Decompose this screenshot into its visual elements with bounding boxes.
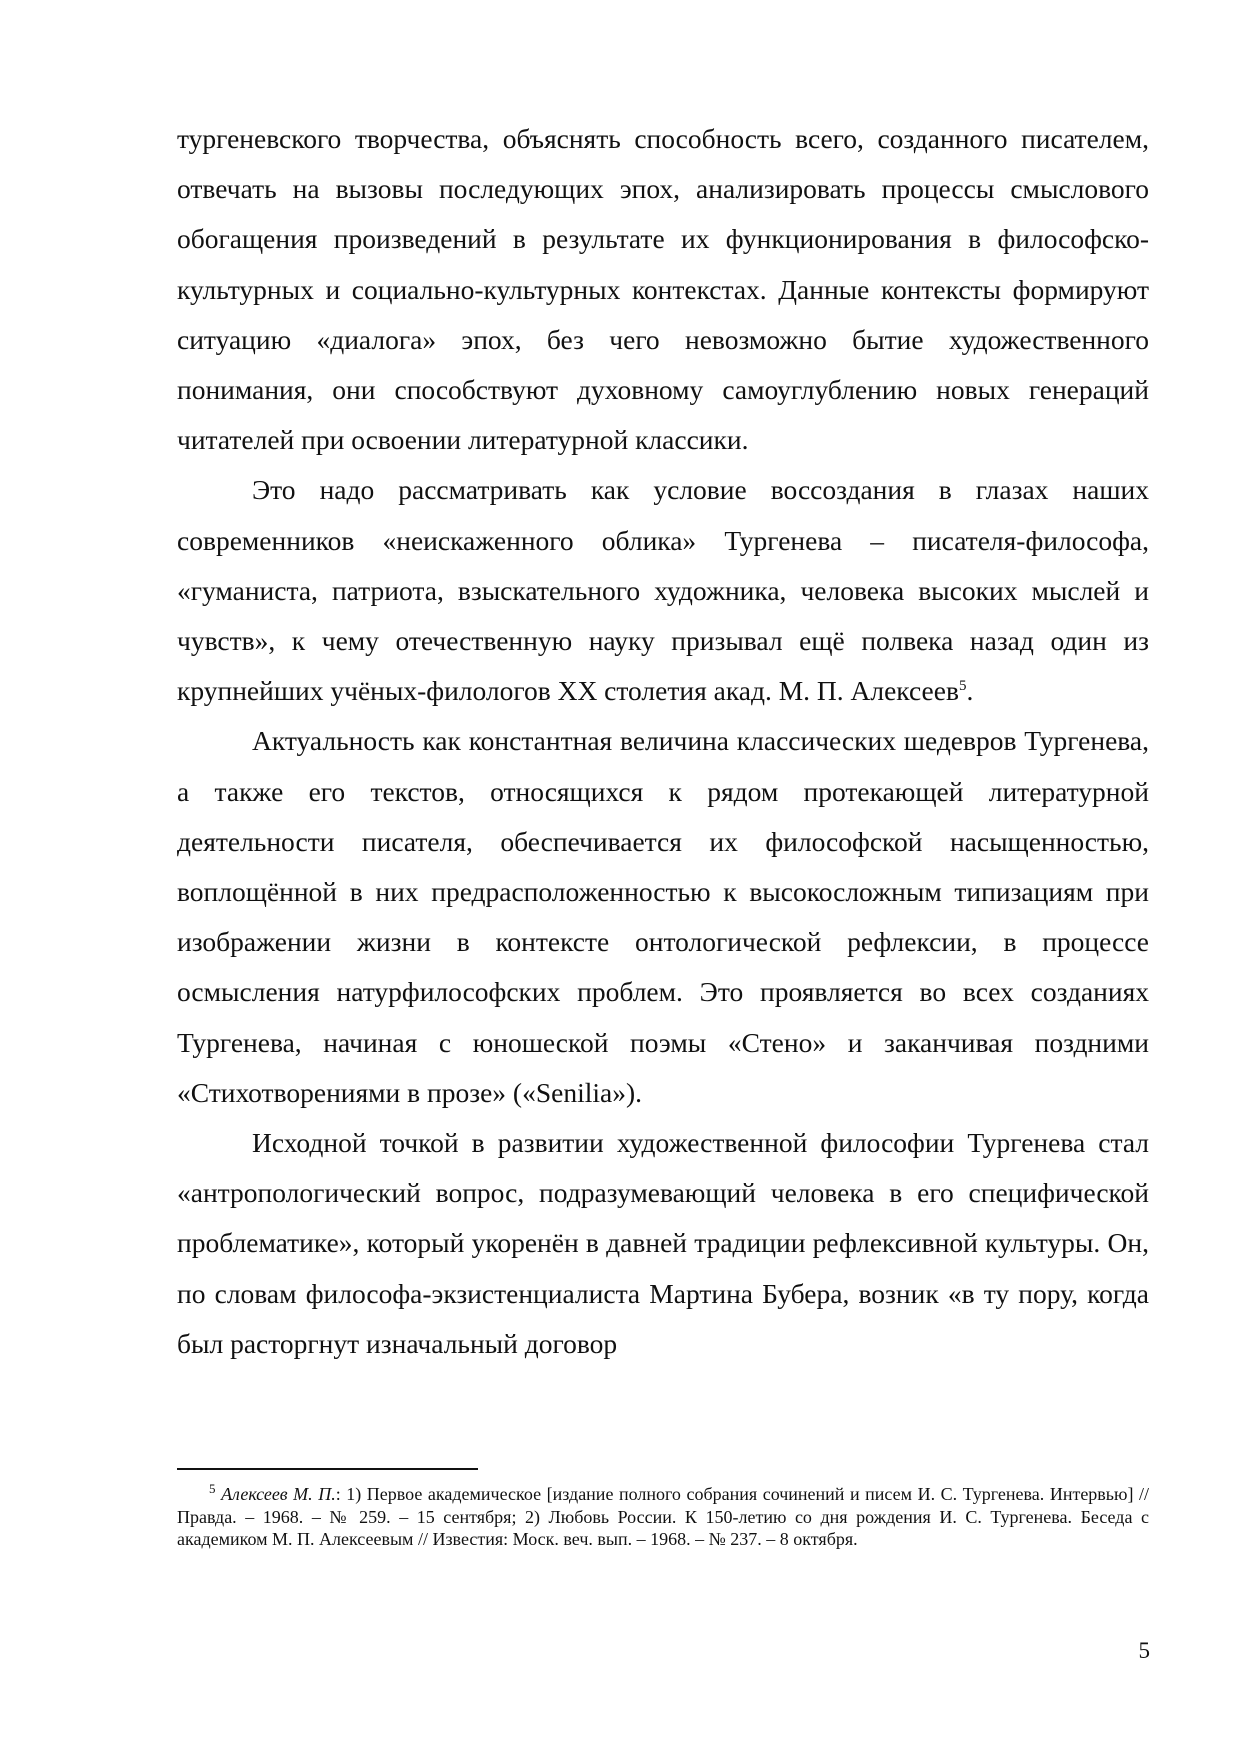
paragraph-3: Актуальность как константная величина классических шедевров Тургенева, а также его текстов, относящихся к рядом протекающей литературной деятельности писателя, обеспечивается их философской насыщенностью, воплощённой в них предрасположенностью к высокосложным типизациям при изображении жизни в контексте онтологической рефлексии, в процессе осмысления натурфилософских проблем. Это проявляется во всех созданиях Тургенева, начиная с юношеской поэмы «Стено» и заканчивая поздними «Стихотворениями в прозе» («Senilia»). [177,725,1149,1108]
footnote-reference[interactable]: 5 [958,678,967,695]
paragraph-2-end: . [966,675,974,707]
footnote [177,1483,1149,1551]
main-text [177,114,1149,1369]
paragraph-2 [177,465,1149,716]
footnote-number: 5 [209,1481,216,1496]
footnote-author: Алексеев М. П. [221,1484,336,1504]
footnote-text: : 1) Первое академическое [издание полного собрания сочинений и писем И. С. Тургенева. Интервью] // Правда. – 1968. – № 259. – 15 сентября; 2) Любовь России. К 150-летию со дня рождения И. С. Тургенева. Беседа с академиком М. П. Алексеевым // Известия: Моск. веч. вып. – 1968. – № 237. – 8 октября. [177,1484,1150,1549]
paragraph-1: тургеневского творчества, объяснять способность всего, созданного писателем, отвечать на вызовы последующих эпох, анализировать процессы смыслового обогащения произведений в результате их функционирования в философско-культурных и социально-культурных контекстах. Данные контексты формируют ситуацию «диалога» эпох, без чего невозможно бытие художественного понимания, они способствуют духовному самоуглублению новых генераций читателей при освоении литературной классики. [177,123,1149,456]
paragraph-4: Исходной точкой в развитии художественной философии Тургенева стал «антропологический вопрос, подразумевающий человека в его специфической проблематике», который укоренён в давней традиции рефлексивной культуры. Он, по словам философа-экзистенциалиста Мартина Бубера, возник «в ту пору, когда был расторгнут изначальный договор [177,1127,1149,1359]
page-number: 5 [1138,1638,1150,1663]
paragraph-2-text: Это надо рассматривать как условие воссоздания в глазах наших современников «неискаженного облика» Тургенева – писателя-философа, «гуманиста, патриота, взыскательного художника, человека высоких мыслей и чувств», к чему отечественную науку призывал ещё полвека назад один из крупнейших учёных-филологов XX столетия акад. М. П. Алексеев [177,474,1149,707]
footnote-separator [177,1468,478,1470]
